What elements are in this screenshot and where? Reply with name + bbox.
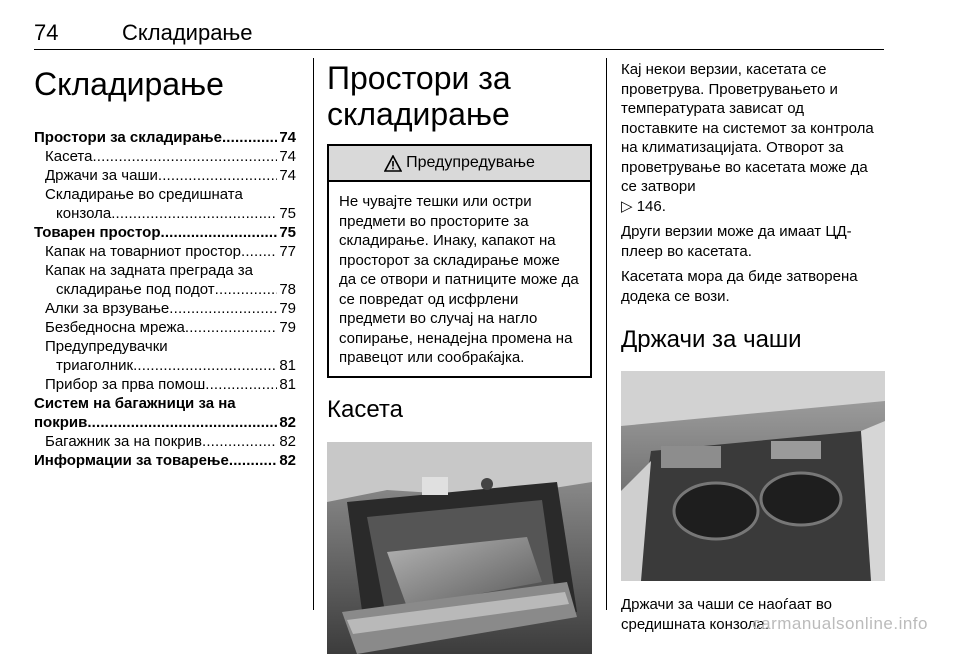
toc-entry-title: Држачи за чаши [45,167,158,184]
toc-entry-title: конзола [56,205,112,222]
toc-entry-page: 74 [279,167,296,184]
toc-leader-dots [202,432,277,451]
toc-leader-dots [215,280,278,299]
toc-entry[interactable] [34,375,296,394]
toc-entry[interactable] [34,204,296,223]
toc-entry-title: Капак на товарниот простор [45,243,242,260]
toc-leader-dots [229,451,277,470]
column-storage [327,60,592,654]
watermark: carmanualsonline.info [752,614,928,633]
toc-entry-title: Капак на задната преграда за [45,262,253,279]
header-rule [34,49,884,50]
reference-arrow-icon: ▷ [621,197,633,215]
toc-entry-title: Систем на багажници за на [34,395,236,412]
warning-title: Предупредување [406,154,535,171]
toc-leader-dots [87,413,277,432]
toc-entry-title: триаголник [56,357,134,374]
toc-entry-page: 82 [279,433,296,450]
toc-entry[interactable] [34,413,296,432]
toc-entry-page: 79 [279,300,296,317]
toc-leader-dots [205,375,277,394]
toc-leader-dots [111,204,277,223]
toc-entry-title: складирање под подот [56,281,215,298]
cupholders-heading: Држачи за чаши [621,326,802,353]
toc-entry[interactable] [34,261,296,280]
toc-entry-page: 82 [279,414,296,431]
toc-leader-dots [133,356,277,375]
toc-entry[interactable] [34,166,296,185]
warning-box [327,144,592,378]
toc-entry-page: 81 [279,376,296,393]
toc-entry-page: 81 [279,357,296,374]
toc-entry-title: Простори за складирање [34,129,222,146]
toc-entry-title: Касета [45,148,93,165]
toc-entry-title: Предупредувачки [45,338,168,355]
toc-entry[interactable] [34,356,296,375]
toc-entry[interactable] [34,185,296,204]
cupholder-caption: Држачи за чаши се наоѓаат во средишната конзола. [621,596,833,633]
toc-entry[interactable] [34,394,296,413]
toc-leader-dots [241,242,277,261]
cd-player-paragraph: Други верзии може да имаат ЦД-плеер во касетата. [621,223,852,260]
warning-text: Не чувајте тешки или остри предмети во просторите за складирање. Инаку, капакот на просторот за складирање може да се отвори и патниците може да се повредат од исфрлени предмети во случај на нагло сопирање, ненадејна промена на правецот или сообраќајка. [339,193,579,366]
toc-entry-title: Товарен простор [34,224,161,241]
toc-leader-dots [160,223,277,242]
table-of-contents [34,128,296,470]
toc-entry[interactable] [34,280,296,299]
chapter-heading: Складирање [34,66,224,102]
toc-entry-page: 75 [279,205,296,222]
toc-entry-page: 78 [279,281,296,298]
glovebox-photo [327,442,592,654]
toc-entry-page: 74 [279,148,296,165]
toc-entry-page: 74 [279,129,296,146]
warning-triangle-icon [384,155,402,172]
toc-entry-title: Складирање во средишната [45,186,243,203]
toc-entry-title: покрив [34,414,88,431]
cupholder-photo [621,371,885,581]
warning-header [329,146,590,182]
toc-entry[interactable] [34,128,296,147]
page-number: 74 [34,20,59,45]
toc-entry[interactable] [34,318,296,337]
toc-entry-title: Безбедносна мрежа [45,319,185,336]
toc-entry[interactable] [34,242,296,261]
section-heading: Простори за складирање [327,60,511,132]
column-toc [34,60,296,470]
header-title: Складирање [122,20,253,45]
ventilation-paragraph [621,60,885,216]
toc-entry[interactable] [34,432,296,451]
toc-entry[interactable] [34,299,296,318]
toc-entry-page: 75 [279,224,296,241]
column-divider-1 [313,58,314,610]
toc-leader-dots [185,318,277,337]
ventilation-text: Кај некои верзии, касетата се проветрува. Проветрувањето и температурата зависат од поставките на системот за контрола на климатизацијата. Отворот за проветрување во касетата може да се затвори [621,61,874,195]
toc-leader-dots [169,299,277,318]
toc-entry-page: 79 [279,319,296,336]
toc-leader-dots [158,166,277,185]
toc-leader-dots [222,128,277,147]
toc-entry[interactable] [34,451,296,470]
column-divider-2 [606,58,607,610]
toc-entry-title: Прибор за прва помош [45,376,206,393]
toc-entry[interactable] [34,337,296,356]
toc-entry-title: Багажник за на покрив [45,433,202,450]
toc-entry[interactable] [34,223,296,242]
toc-entry-title: Алки за врзување [45,300,170,317]
page-reference-link[interactable]: 146. [636,197,666,215]
closed-while-driving-paragraph: Касетата мора да биде затворена додека се вози. [621,268,858,305]
toc-entry-page: 82 [279,452,296,469]
toc-entry-title: Информации за товарење [34,452,229,469]
toc-leader-dots [92,147,277,166]
toc-entry-page: 77 [279,243,296,260]
toc-entry[interactable] [34,147,296,166]
glovebox-heading: Касета [327,395,403,423]
column-cupholders [621,60,885,634]
